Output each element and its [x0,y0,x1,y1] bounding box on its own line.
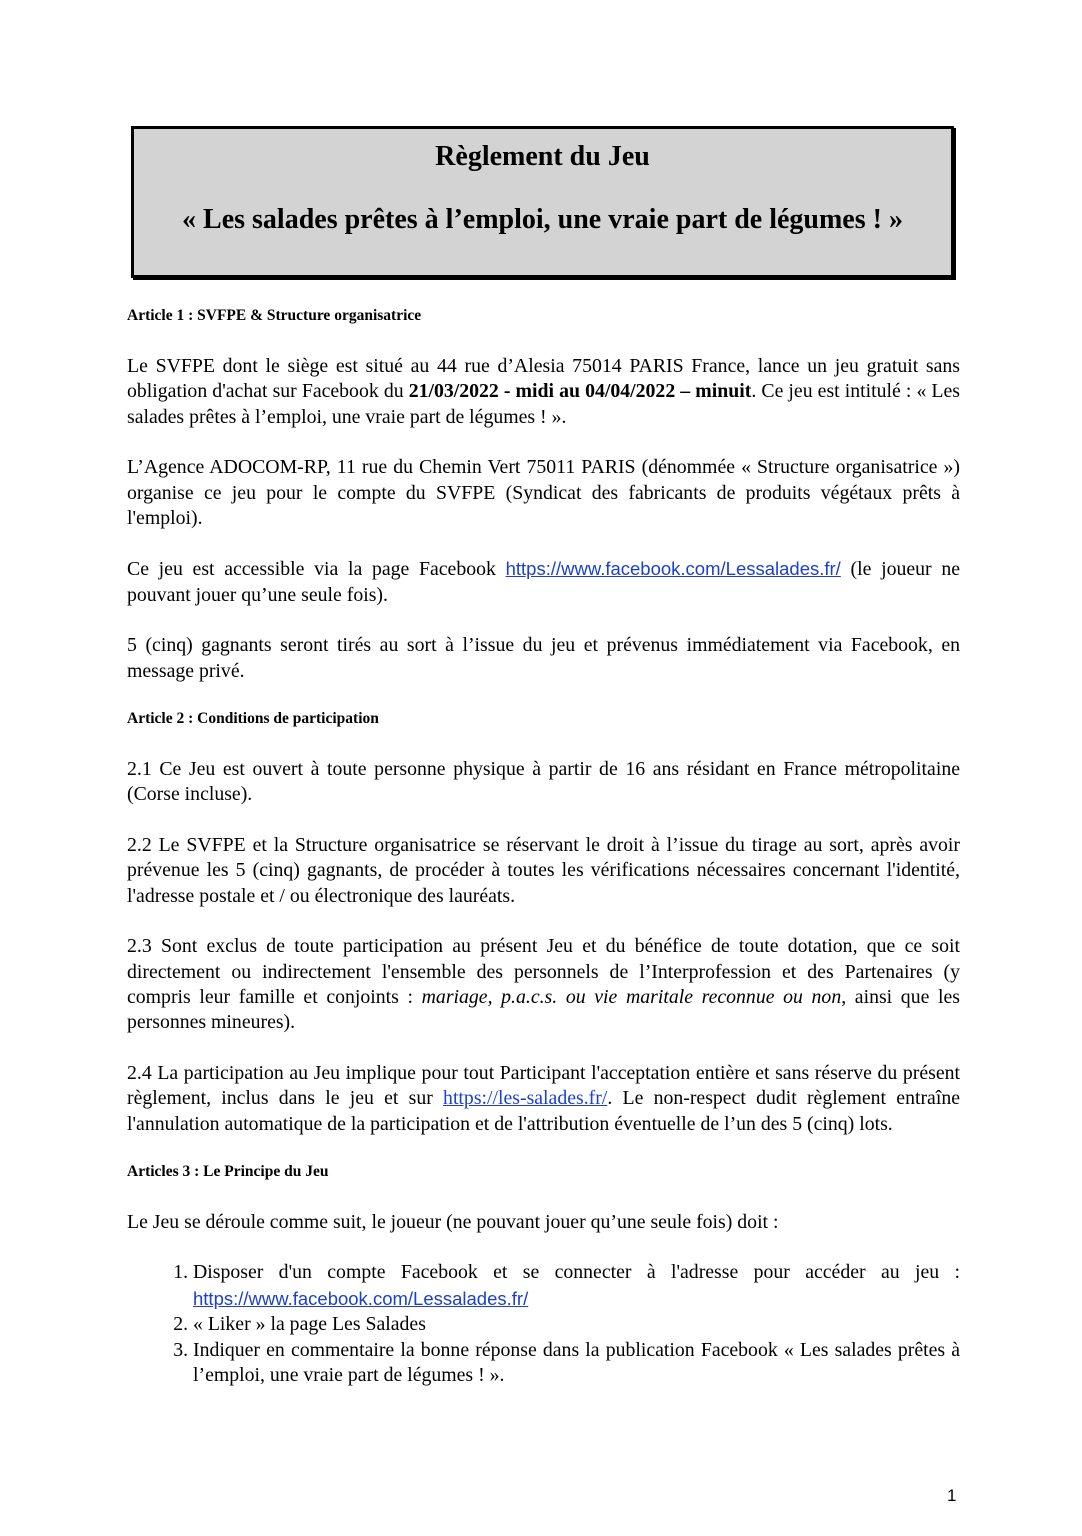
article-3-heading: Articles 3 : Le Principe du Jeu [127,1162,329,1180]
article-1-paragraph-3 [127,556,960,608]
step-1-text: Disposer d'un compte Facebook et se connecter à l'adresse pour accéder au jeu : [193,1261,960,1284]
article-1-paragraph-4: 5 (cinq) gagnants seront tirés au sort à l’issue du jeu et prévenus immédiatement via Facebook, en message privé. [127,634,960,682]
list-item [193,1260,960,1312]
article-1-paragraph-1 [127,354,960,430]
article-2-p4-text: 2.4 La participation au Jeu implique pour tout Participant l'acceptation entière et sans réserve du présent règlement, inclus dans le jeu et sur [127,1061,960,1110]
article-2-paragraph-4 [127,1061,960,1137]
document-subtitle: « Les salades prêtes à l’emploi, une vraie part de légumes ! » [182,204,903,235]
article-2-p3-italic: mariage, p.a.c.s. ou vie maritale reconnue ou non [421,985,842,1008]
article-3-steps-list [127,1260,960,1388]
list-item: 3. Indiquer en commentaire la bonne réponse dans la publication Facebook « Les salades prêtes à l’emploi, une vraie part de légumes ! ». [193,1338,960,1389]
article-1-heading: Article 1 : SVFPE & Structure organisatrice [127,307,422,324]
article-2-p3-text: 2.3 Sont exclus de toute participation au présent Jeu et du bénéfice de toute dotation, que ce soit directement ou indirectement l'ensemble des personnels de l’Interprofession et des Partenaires (y compris leur famille et conjoints : [127,935,960,1008]
document-body [127,300,960,1388]
article-1-p3-text-end: (le joueur ne pouvant jouer qu’une seule fois). [127,558,961,606]
article-2-paragraph-1: 2.1 Ce Jeu est ouvert à toute personne physique à partir de 16 ans résidant en France métropolitaine (Corse incluse). [127,758,960,806]
article-2-heading: Article 2 : Conditions de participation [127,710,379,728]
article-3-intro: Le Jeu se déroule comme suit, le joueur (ne pouvant jouer qu’une seule fois) doit : [127,1210,779,1233]
article-1-p1-text-end: . Ce jeu est intitulé : « Les salades prêtes à l’emploi, une vraie part de légumes ! ». [127,380,960,428]
article-2-paragraph-2: 2.2 Le SVFPE et la Structure organisatrice se réservant le droit à l’issue du tirage au sort, après avoir prévenue les 5 (cinq) gagnants, de procéder à toutes les vérifications nécessaires concernant l'identité, l'adresse postale et / ou électronique des lauréats. [127,833,960,907]
page-number: 1 [947,1486,957,1505]
website-link[interactable]: https://les-salades.fr/ [443,1087,608,1110]
article-2-p3-text-end: , ainsi que les personnes mineures). [127,985,960,1034]
article-1-p1-text: Le SVFPE dont le siège est situé au 44 rue d’Alesia 75014 PARIS France, lance un jeu gratuit sans obligation d'achat sur Facebook du [127,355,960,403]
article-1-p3-text: Ce jeu est accessible via la page Facebook [127,558,506,581]
article-2-p4-text-end: . Le non-respect dudit règlement entraîne l'annulation automatique de la participation et de l'attribution éventuelle de l’un des 5 (cinq) lots. [127,1087,960,1135]
facebook-page-link-step[interactable]: https://www.facebook.com/Lessalades.fr/ [193,1287,529,1309]
facebook-page-link[interactable]: https://www.facebook.com/Lessalades.fr/ [505,558,841,580]
article-1-paragraph-2: L’Agence ADOCOM-RP, 11 rue du Chemin Vert 75011 PARIS (dénommée « Structure organisatrice ») organise ce jeu pour le compte du SVFPE (Syndicat des fabricants de produits végétaux prêts à l'emploi). [127,456,960,530]
article-2-paragraph-3 [127,934,960,1036]
title-box [131,126,954,278]
article-1-dates: 21/03/2022 - midi au 04/04/2022 – minuit [408,380,752,403]
list-item: 2. « Liker » la page Les Salades [193,1312,960,1337]
document-title: Règlement du Jeu [435,141,650,172]
